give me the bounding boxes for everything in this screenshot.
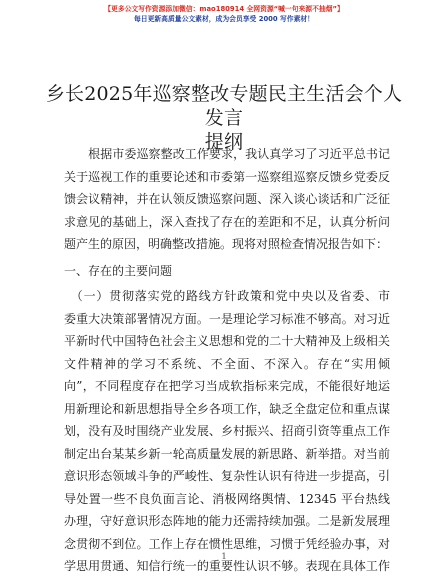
section-heading: 一、存在的主要问题 bbox=[64, 264, 173, 278]
page-number: 1 bbox=[221, 552, 227, 561]
paragraph-line: 划，没有及时围绕产业发展、乡村振兴、招商引资等重点工作 bbox=[64, 424, 390, 438]
paragraph-line: 制定出台某某乡新一轮高质量发展的新思路、新举措。对当前 bbox=[64, 446, 390, 461]
paragraph-line: 平新时代中国特色社会主义思想和党的二十大精神及上级相关 bbox=[64, 334, 390, 348]
paragraph-line: 关于巡视工作的重要论述和市委第一巡察组巡察反馈乡党委反 bbox=[64, 169, 390, 184]
paragraph-line: 意识形态领域斗争的严峻性、复杂性认识有待进一步提高，引 bbox=[64, 469, 390, 483]
promo-banner bbox=[0, 4, 448, 24]
document-title-line-2: 提纲 bbox=[204, 131, 244, 153]
section-paragraph bbox=[64, 285, 390, 578]
paragraph-line: 办理，守好意识形态阵地的能力还需持续加强。二是新发展理 bbox=[64, 514, 390, 528]
paragraph-line: 向”，不同程度存在把学习当成软指标来完成，不能很好地运 bbox=[64, 379, 390, 393]
paragraph-line: 导处置一些不良负面言论、消极网络舆情、12345 平台热线 bbox=[64, 491, 390, 506]
paragraph-line: 根据市委巡察整改工作要求，我认真学习了习近平总书记 bbox=[64, 147, 390, 161]
promo-banner-line-1: 【更多公文写作资源添加微信：mao180914 全网资源“喊一句来源不抽烟”】 bbox=[104, 5, 344, 13]
intro-paragraph bbox=[64, 143, 390, 256]
paragraph-line: 委重大决策部署情况方面。一是理论学习标准不够高。对习近 bbox=[64, 311, 390, 326]
paragraph-line: 学思用贯通、知信行统一的重要性认识不够。表现在具体工作 bbox=[64, 559, 390, 573]
paragraph-line: （一）贯彻落实党的路线方针政策和党中央以及省委、市 bbox=[64, 289, 390, 303]
promo-banner-line-2: 每日更新高质量公文素材，成为会员享受 2000 写作素材！ bbox=[134, 15, 314, 23]
document-title-line-1: 乡长2025年巡察整改专题民主生活会个人发言 bbox=[45, 83, 403, 129]
paragraph-line: 馈会议精神，并在认领反馈巡察问题、深入谈心谈话和广泛征 bbox=[64, 192, 390, 206]
paragraph-line: 用新理论和新思想指导全乡各项工作，缺乏全盘定位和重点谋 bbox=[64, 401, 390, 416]
paragraph-line: 题产生的原因，明确整改措施。现将对照检查情况报告如下： bbox=[64, 237, 389, 251]
paragraph-line: 念贯彻不到位。工作上存在惯性思维，习惯于凭经验办事，对 bbox=[64, 536, 390, 551]
paragraph-line: 文件精神的学习不系统、不全面、不深入。存在“实用倾 bbox=[64, 356, 390, 371]
paragraph-line: 求意见的基础上，深入查找了存在的差距和不足，认真分析问 bbox=[64, 214, 390, 229]
